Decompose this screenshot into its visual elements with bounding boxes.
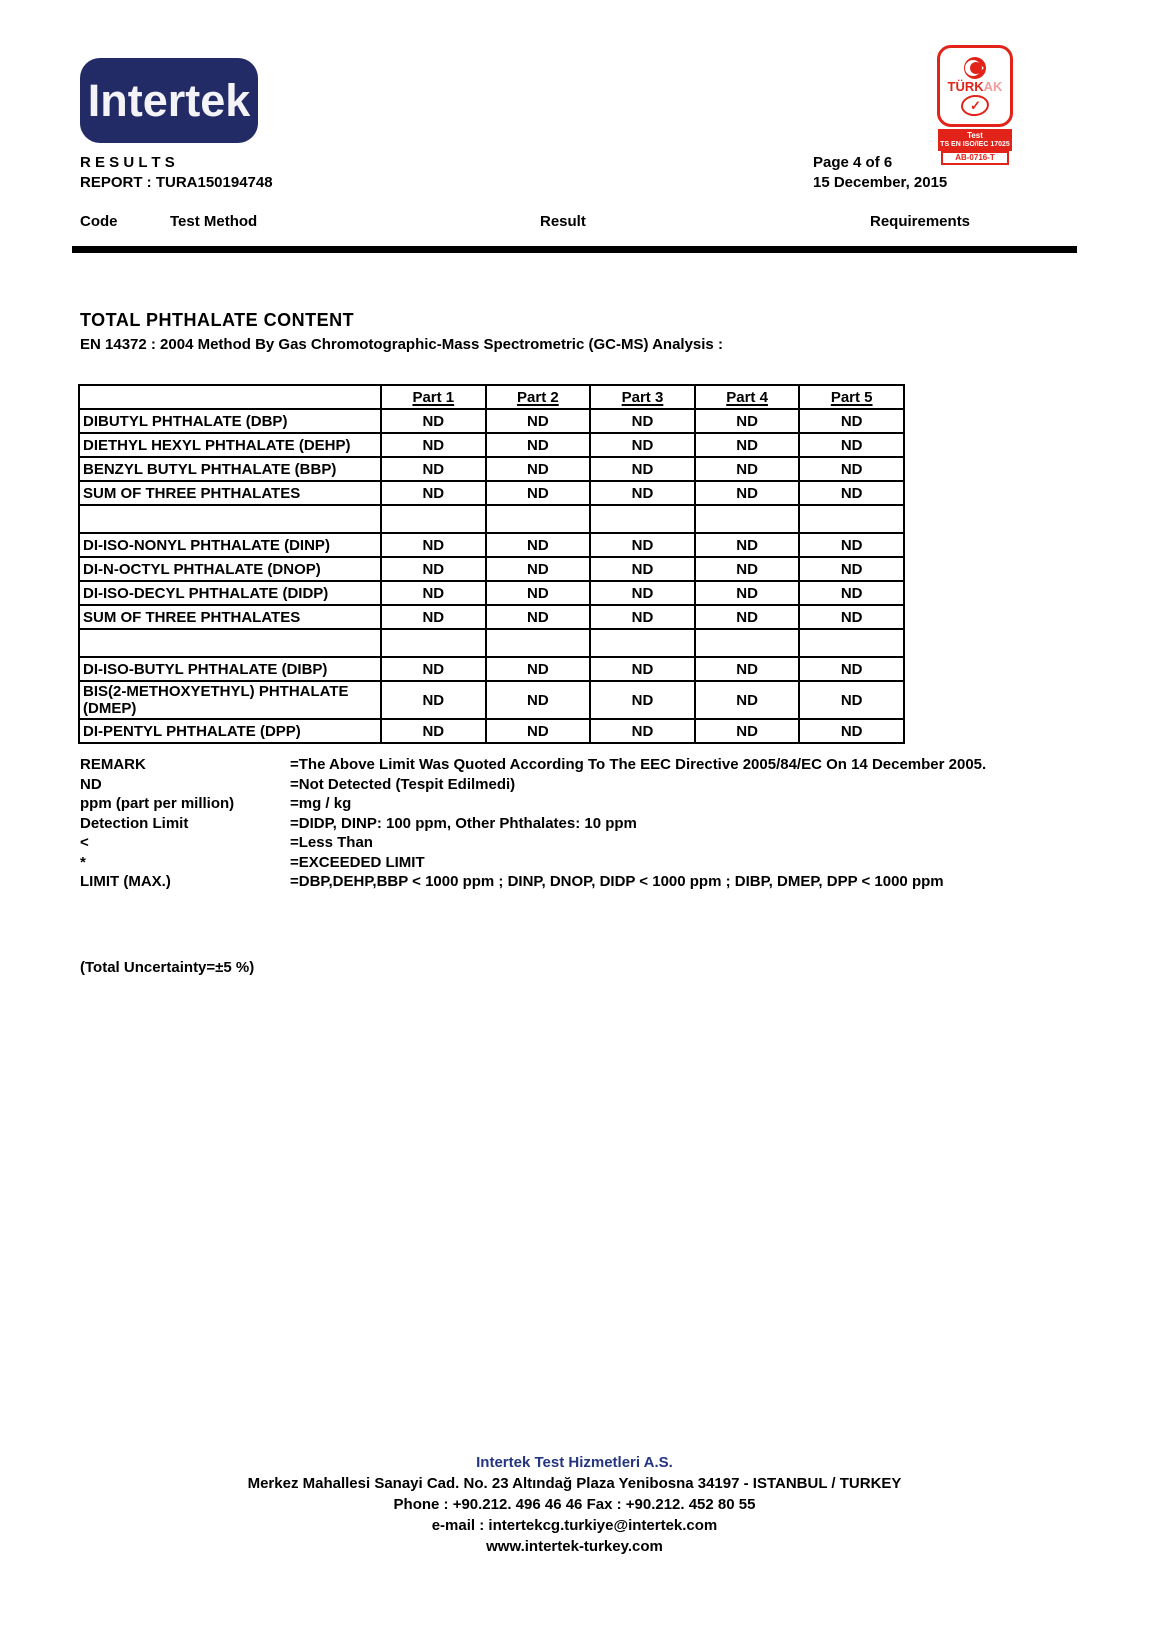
result-cell: ND [799,533,904,557]
remark-term: Detection Limit [80,814,189,832]
remark-definition: =DIDP, DINP: 100 ppm, Other Phthalates: 10 ppm [290,814,637,832]
row-label: DI-PENTYL PHTHALATE (DPP) [79,719,381,743]
result-cell: ND [381,581,486,605]
result-cell [799,629,904,657]
remark-definition: =mg / kg [290,795,352,812]
result-cell: ND [590,409,695,433]
result-cell: ND [590,719,695,743]
row-label: DIETHYL HEXYL PHTHALATE (DEHP) [79,433,381,457]
result-cell [695,505,800,533]
part-column-header: Part 3 [590,385,695,409]
result-cell: ND [486,657,591,681]
result-cell: ND [695,533,800,557]
empty-header-cell [79,385,381,409]
page-footer [0,1452,1149,1557]
part-column-header: Part 4 [695,385,800,409]
result-cell: ND [486,481,591,505]
remarks-list [80,755,986,892]
result-cell: ND [799,581,904,605]
result-cell: ND [486,457,591,481]
row-label: DI-ISO-DECYL PHTHALATE (DIDP) [79,581,381,605]
turkak-wordmark: TÜRKAK [947,78,1003,94]
remark-row [80,794,986,814]
remark-row [80,872,986,892]
remark-definition: =Not Detected (Tespit Edilmedi) [290,775,516,793]
result-cell: ND [590,557,695,581]
result-cell: ND [381,433,486,457]
result-cell: ND [799,481,904,505]
remark-row [80,755,986,775]
remark-term: < [80,834,89,851]
row-label: SUM OF THREE PHTHALATES [79,481,381,505]
result-cell: ND [695,409,800,433]
table-row [79,457,904,481]
accreditation-test-label: Test [967,131,983,140]
turkish-crescent-star-icon [964,57,986,79]
intertek-logo [80,58,258,143]
remark-term: * [80,853,86,871]
result-cell: ND [695,433,800,457]
result-cell: ND [590,605,695,629]
result-cell: ND [695,657,800,681]
footer-website: www.intertek-turkey.com [486,1538,663,1555]
remark-term: REMARK [80,756,146,773]
accreditation-standard-label: TS EN ISO/IEC 17025 [940,141,1010,148]
checkmark-icon: ✓ [960,93,990,117]
result-cell: ND [381,481,486,505]
result-cell: ND [486,581,591,605]
result-cell: ND [799,657,904,681]
row-label: DIBUTYL PHTHALATE (DBP) [79,409,381,433]
remark-term: ND [80,775,102,793]
result-cell: ND [695,719,800,743]
remark-term: LIMIT (MAX.) [80,873,171,890]
report-header-right [813,153,947,193]
column-header-result: Result [540,213,586,230]
remark-definition: =Less Than [290,834,373,851]
result-cell: ND [486,557,591,581]
footer-email: e-mail : intertekcg.turkiye@intertek.com [431,1517,718,1534]
result-cell: ND [695,557,800,581]
result-cell: ND [381,557,486,581]
row-label: BENZYL BUTYL PHTHALATE (BBP) [79,457,381,481]
section-title: TOTAL PHTHALATE CONTENT [80,310,355,330]
result-cell: ND [695,481,800,505]
result-cell: ND [381,681,486,719]
remark-row [80,775,986,795]
spacer-row [79,505,904,533]
result-cell: ND [695,681,800,719]
result-cell: ND [381,657,486,681]
result-cell: ND [799,605,904,629]
report-number: REPORT : TURA150194748 [80,174,273,191]
remark-term: ppm (part per million) [80,795,235,812]
footer-phone-fax: Phone : +90.212. 496 46 46 Fax : +90.212. 452 80 55 [393,1496,756,1513]
row-label [79,629,381,657]
remark-definition: =EXCEEDED LIMIT [290,853,425,871]
row-label: SUM OF THREE PHTHALATES [79,605,381,629]
table-row [79,433,904,457]
report-date: 15 December, 2015 [813,174,948,191]
result-cell [590,629,695,657]
table-row [79,481,904,505]
result-cell: ND [486,433,591,457]
accreditation-band [938,129,1012,151]
table-row [79,557,904,581]
result-cell: ND [381,533,486,557]
result-cell: ND [799,457,904,481]
remark-definition: =DBP,DEHP,BBP < 1000 ppm ; DINP, DNOP, DIDP < 1000 ppm ; DIBP, DMEP, DPP < 1000 ppm [290,873,944,890]
footer-address: Merkez Mahallesi Sanayi Cad. No. 23 Altındağ Plaza Yenibosna 34197 - ISTANBUL / TURKEY [247,1475,902,1492]
result-cell: ND [486,719,591,743]
table-row [79,657,904,681]
result-cell: ND [799,681,904,719]
turkak-accreditation-mark [937,45,1013,165]
result-cell: ND [381,457,486,481]
row-label: DI-ISO-NONYL PHTHALATE (DINP) [79,533,381,557]
result-cell: ND [799,409,904,433]
result-cell: ND [381,719,486,743]
intertek-logo-text: Intertek [87,74,251,126]
column-header-code: Code [80,213,118,230]
result-cell: ND [799,719,904,743]
turkak-badge [937,45,1013,127]
page-number: Page 4 of 6 [813,154,893,171]
result-cell: ND [695,581,800,605]
result-cell: ND [590,433,695,457]
report-header-left [80,153,273,193]
section-subtitle: EN 14372 : 2004 Method By Gas Chromotographic-Mass Spectrometric (GC-MS) Analysis : [80,336,723,353]
result-cell: ND [486,533,591,557]
part-column-header: Part 5 [799,385,904,409]
phthalate-table-body [79,385,904,743]
result-cell: ND [486,605,591,629]
part-column-header: Part 2 [486,385,591,409]
remark-definition: =The Above Limit Was Quoted According To The EEC Directive 2005/84/EC On 14 December 2005. [290,756,987,773]
result-cell: ND [590,681,695,719]
result-cell [695,629,800,657]
column-header-requirements: Requirements [870,213,971,230]
results-label: R E S U L T S [80,154,175,171]
result-cell: ND [590,457,695,481]
phthalate-results-table [78,384,905,744]
result-cell: ND [590,533,695,557]
table-row [79,681,904,719]
result-cell [486,505,591,533]
remark-row [80,833,986,853]
result-cell: ND [590,581,695,605]
spacer-row [79,629,904,657]
header-divider-rule [72,246,1077,253]
result-cell [590,505,695,533]
result-cell: ND [590,657,695,681]
result-cell [381,505,486,533]
remark-row [80,814,986,834]
result-cell: ND [799,433,904,457]
row-label: BIS(2-METHOXYETHYL) PHTHALATE (DMEP) [79,681,381,719]
table-row [79,581,904,605]
row-label: DI-ISO-BUTYL PHTHALATE (DIBP) [79,657,381,681]
table-row [79,533,904,557]
result-cell: ND [695,605,800,629]
result-cell: ND [695,457,800,481]
result-cell: ND [486,681,591,719]
uncertainty-note: (Total Uncertainty=±5 %) [80,959,255,976]
result-cell [486,629,591,657]
part-column-header: Part 1 [381,385,486,409]
table-row [79,605,904,629]
result-cell: ND [381,605,486,629]
table-row [79,409,904,433]
result-cell [381,629,486,657]
row-label: DI-N-OCTYL PHTHALATE (DNOP) [79,557,381,581]
column-header-test-method: Test Method [170,213,258,230]
accreditation-cert-number: AB-0716-T [941,151,1009,165]
row-label [79,505,381,533]
result-cell: ND [486,409,591,433]
result-cell: ND [381,409,486,433]
phthalate-table-header-row [79,385,904,409]
result-cell: ND [590,481,695,505]
remark-row [80,853,986,873]
result-cell [799,505,904,533]
table-row [79,719,904,743]
result-cell: ND [799,557,904,581]
footer-company-name: Intertek Test Hizmetleri A.S. [476,1454,673,1471]
